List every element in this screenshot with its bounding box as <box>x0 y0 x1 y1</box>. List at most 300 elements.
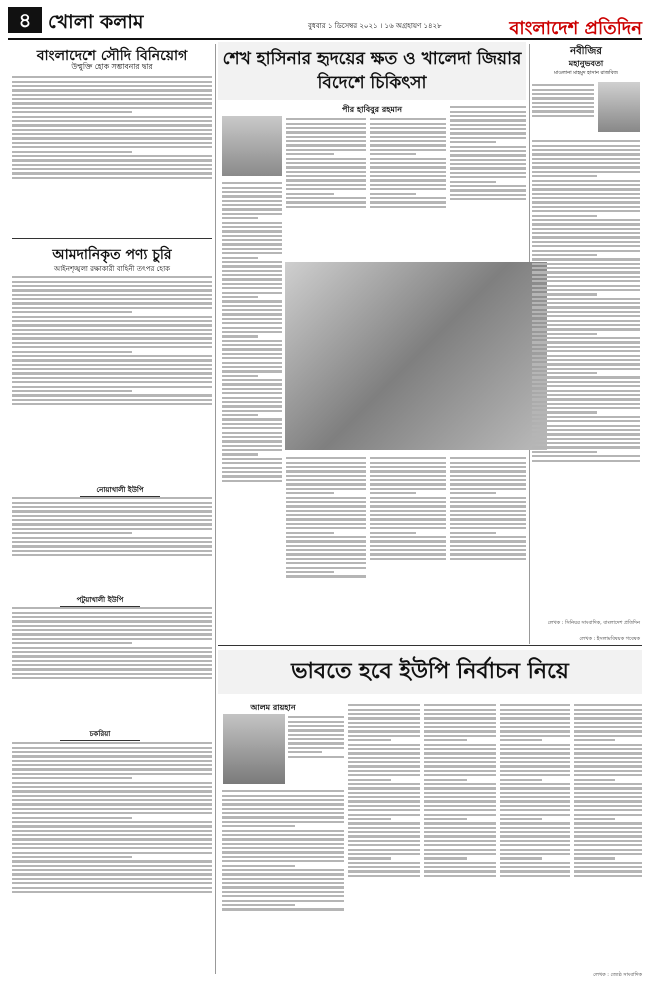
text-line <box>500 875 570 877</box>
text-line <box>532 97 594 99</box>
text-line <box>370 492 416 494</box>
text-line <box>532 263 640 265</box>
text-line <box>424 709 496 711</box>
right-subhead: মহানুভবতা <box>568 59 604 68</box>
text-line <box>12 111 132 113</box>
text-line <box>222 803 344 805</box>
text-line <box>532 250 640 252</box>
text-line <box>532 298 640 300</box>
text-line <box>370 123 446 125</box>
text-line <box>12 386 212 388</box>
text-line <box>222 392 282 394</box>
text-line <box>574 774 642 776</box>
text-line <box>222 379 282 381</box>
text-line <box>424 831 496 833</box>
text-line <box>450 536 526 538</box>
text-line <box>348 822 420 824</box>
text-line <box>532 429 640 431</box>
text-line <box>286 179 366 181</box>
text-line <box>450 514 526 516</box>
text-line <box>500 774 570 776</box>
text-line <box>450 172 526 174</box>
upi-body-text <box>574 702 642 968</box>
text-line <box>532 289 640 291</box>
text-line <box>286 127 366 129</box>
text-line <box>450 523 526 525</box>
text-line <box>450 154 526 156</box>
text-line <box>12 616 212 618</box>
text-line <box>424 796 496 798</box>
text-line <box>12 351 132 353</box>
text-line <box>424 844 496 846</box>
upi-body-text <box>222 788 344 974</box>
text-line <box>286 149 366 151</box>
text-line <box>532 223 640 225</box>
text-line <box>286 166 366 168</box>
text-line <box>500 735 570 737</box>
saudi-headline: বাংলাদেশে সৌদি বিনিয়োগ <box>36 48 188 64</box>
text-line <box>574 814 642 816</box>
text-line <box>222 843 344 845</box>
text-line <box>286 505 366 507</box>
text-line <box>532 197 640 199</box>
text-line <box>286 532 334 534</box>
text-line <box>222 344 282 346</box>
text-line <box>12 172 212 174</box>
text-line <box>12 523 212 525</box>
text-line <box>424 853 496 855</box>
text-line <box>532 232 640 234</box>
text-line <box>286 188 366 190</box>
text-line <box>222 366 282 368</box>
text-line <box>222 270 282 272</box>
text-line <box>222 287 282 289</box>
text-line <box>286 518 366 520</box>
text-line <box>574 779 615 781</box>
section-title: খোলা কলাম <box>48 11 144 33</box>
text-line <box>532 193 640 195</box>
text-line <box>424 822 496 824</box>
text-line <box>222 856 344 858</box>
text-line <box>286 197 366 199</box>
text-line <box>288 716 344 718</box>
text-line <box>12 856 132 858</box>
text-line <box>222 860 344 862</box>
text-line <box>450 505 526 507</box>
text-line <box>288 756 344 758</box>
text-line <box>532 420 640 422</box>
text-line <box>12 285 212 287</box>
text-line <box>12 346 212 348</box>
text-line <box>12 673 212 675</box>
text-line <box>286 462 366 464</box>
text-line <box>12 751 212 753</box>
text-line <box>12 394 212 396</box>
text-line <box>288 725 344 727</box>
text-line <box>370 188 446 190</box>
text-line <box>424 805 496 807</box>
text-line <box>12 506 212 508</box>
text-line <box>532 188 640 190</box>
text-line <box>12 81 212 83</box>
text-line <box>348 739 391 741</box>
text-line <box>532 355 640 357</box>
text-line <box>12 668 212 670</box>
text-line <box>532 149 640 151</box>
right-body-text <box>532 82 594 136</box>
text-line <box>500 818 542 820</box>
text-line <box>370 193 416 195</box>
text-line <box>12 865 212 867</box>
text-line <box>12 812 212 814</box>
text-line <box>12 142 212 144</box>
text-line <box>12 342 212 344</box>
text-line <box>12 817 132 819</box>
text-line <box>370 501 446 503</box>
text-line <box>286 175 366 177</box>
text-line <box>424 783 496 785</box>
text-line <box>500 853 570 855</box>
text-line <box>574 722 642 724</box>
text-line <box>370 197 446 199</box>
text-line <box>532 403 640 405</box>
text-line <box>532 210 640 212</box>
text-line <box>370 483 446 485</box>
text-line <box>286 497 366 499</box>
text-line <box>348 770 420 772</box>
text-line <box>286 510 366 512</box>
text-line <box>574 875 642 877</box>
text-line <box>450 479 526 481</box>
text-line <box>286 158 366 160</box>
text-line <box>424 739 467 741</box>
text-line <box>450 540 526 542</box>
text-line <box>12 878 212 880</box>
text-line <box>288 751 322 753</box>
noakhali-subhead: নোয়াখালী ইউপি <box>80 484 160 497</box>
text-line <box>424 713 496 715</box>
text-line <box>532 110 594 112</box>
text-line <box>532 438 640 440</box>
text-line <box>222 340 282 342</box>
text-line <box>370 118 446 120</box>
text-line <box>222 274 282 276</box>
column-rule <box>215 44 216 974</box>
text-line <box>500 870 570 872</box>
text-line <box>12 782 212 784</box>
text-line <box>424 862 496 864</box>
text-line <box>424 840 496 842</box>
text-line <box>574 770 642 772</box>
text-line <box>222 414 258 416</box>
text-line <box>370 532 416 534</box>
text-line <box>532 306 640 308</box>
text-line <box>222 230 282 232</box>
text-line <box>222 370 282 372</box>
text-line <box>500 849 570 851</box>
text-line <box>574 752 642 754</box>
text-line <box>12 120 212 122</box>
text-line <box>574 739 615 741</box>
text-line <box>450 176 526 178</box>
main-body-text <box>286 455 366 640</box>
text-line <box>286 492 334 494</box>
text-line <box>370 523 446 525</box>
text-line <box>348 744 420 746</box>
text-line <box>222 204 282 206</box>
text-line <box>500 709 570 711</box>
text-line <box>574 792 642 794</box>
text-line <box>12 155 212 157</box>
text-line <box>574 840 642 842</box>
text-line <box>12 164 212 166</box>
text-line <box>348 814 420 816</box>
text-line <box>450 185 526 187</box>
text-line <box>12 324 212 326</box>
text-line <box>500 783 570 785</box>
text-line <box>450 475 526 477</box>
text-line <box>348 713 420 715</box>
text-line <box>370 466 446 468</box>
text-line <box>12 647 212 649</box>
text-line <box>348 752 420 754</box>
text-line <box>12 843 212 845</box>
text-line <box>574 726 642 728</box>
text-line <box>532 411 597 413</box>
text-line <box>12 497 212 499</box>
text-line <box>450 558 526 560</box>
text-line <box>370 527 446 529</box>
text-line <box>286 562 366 564</box>
text-line <box>450 181 496 183</box>
text-line <box>12 320 212 322</box>
text-line <box>222 453 258 455</box>
text-line <box>286 206 366 208</box>
text-line <box>424 752 496 754</box>
text-line <box>222 401 282 403</box>
text-line <box>348 792 420 794</box>
text-line <box>222 331 282 333</box>
text-line <box>222 239 282 241</box>
upi-body-text <box>348 702 420 972</box>
text-line <box>574 866 642 868</box>
text-line <box>286 523 366 525</box>
text-line <box>370 175 446 177</box>
text-line <box>286 162 366 164</box>
text-line <box>370 462 446 464</box>
text-line <box>532 350 640 352</box>
text-line <box>500 730 570 732</box>
text-line <box>348 726 420 728</box>
text-line <box>222 322 282 324</box>
text-line <box>370 540 446 542</box>
text-line <box>450 510 526 512</box>
text-line <box>532 293 597 295</box>
text-line <box>424 726 496 728</box>
text-line <box>222 440 282 442</box>
text-line <box>12 124 212 126</box>
text-line <box>288 721 344 723</box>
text-line <box>424 827 496 829</box>
text-line <box>450 549 526 551</box>
text-line <box>424 814 496 816</box>
text-line <box>370 149 446 151</box>
text-line <box>370 140 446 142</box>
text-line <box>222 830 344 832</box>
text-line <box>370 518 446 520</box>
text-line <box>12 795 212 797</box>
text-line <box>500 717 570 719</box>
text-line <box>424 774 496 776</box>
text-line <box>222 362 282 364</box>
text-line <box>424 787 496 789</box>
text-line <box>348 735 420 737</box>
text-line <box>12 276 212 278</box>
text-line <box>286 540 366 542</box>
text-line <box>532 140 640 142</box>
page-header <box>8 4 642 40</box>
text-line <box>574 730 642 732</box>
text-line <box>12 359 212 361</box>
text-line <box>450 466 526 468</box>
text-line <box>12 107 212 109</box>
text-line <box>532 162 640 164</box>
text-line <box>370 549 446 551</box>
text-line <box>12 98 212 100</box>
chakaria-body-text <box>12 740 212 974</box>
main-author-caption: লেখক : সিনিয়র সাংবাদিক, বাংলাদেশ প্রতিদিন <box>547 620 640 626</box>
text-line <box>12 860 212 862</box>
text-line <box>532 166 640 168</box>
text-line <box>424 809 496 811</box>
text-line <box>424 875 496 877</box>
right-author: মাওলানা মাহমুদ হাসান রাজবিজ <box>554 70 618 76</box>
text-line <box>348 787 420 789</box>
text-line <box>348 796 420 798</box>
text-line <box>532 394 640 396</box>
text-line <box>12 629 212 631</box>
right-author-caption: লেখক : ইসলামবিষয়ক গবেষক <box>579 636 640 642</box>
text-line <box>500 831 570 833</box>
text-line <box>12 177 212 179</box>
text-line <box>424 818 467 820</box>
text-line <box>532 145 640 147</box>
text-line <box>286 171 366 173</box>
text-line <box>222 292 282 294</box>
text-line <box>12 651 212 653</box>
text-line <box>450 518 526 520</box>
text-line <box>222 432 282 434</box>
text-line <box>574 818 615 820</box>
text-line <box>288 742 344 744</box>
text-line <box>574 853 642 855</box>
text-line <box>500 748 570 750</box>
text-line <box>532 368 640 370</box>
text-line <box>370 179 446 181</box>
text-line <box>370 479 446 481</box>
text-line <box>450 159 526 161</box>
text-line <box>12 825 212 827</box>
text-line <box>286 501 366 503</box>
text-line <box>500 787 570 789</box>
upi-headline: ভাবতে হবে ইউপি নির্বাচন নিয়ে <box>218 650 642 694</box>
text-line <box>348 774 420 776</box>
text-line <box>348 748 420 750</box>
text-line <box>532 285 640 287</box>
text-line <box>532 280 640 282</box>
text-line <box>286 123 366 125</box>
text-line <box>12 873 212 875</box>
text-line <box>12 786 212 788</box>
text-line <box>574 765 642 767</box>
text-line <box>500 844 570 846</box>
text-line <box>222 405 282 407</box>
text-line <box>574 713 642 715</box>
text-line <box>348 783 420 785</box>
text-line <box>450 137 526 139</box>
text-line <box>500 857 542 859</box>
text-line <box>370 475 446 477</box>
text-line <box>12 311 132 313</box>
text-line <box>222 471 282 473</box>
text-line <box>222 799 344 801</box>
text-line <box>500 761 570 763</box>
text-line <box>12 537 212 539</box>
text-line <box>286 118 366 120</box>
text-line <box>286 144 366 146</box>
text-line <box>286 457 366 459</box>
text-line <box>12 510 212 512</box>
saudi-body-text <box>12 74 212 234</box>
text-line <box>222 191 282 193</box>
text-line <box>222 851 344 853</box>
text-line <box>574 704 642 706</box>
text-line <box>574 796 642 798</box>
text-line <box>532 451 597 453</box>
text-line <box>450 470 526 472</box>
text-line <box>450 457 526 459</box>
text-line <box>348 870 420 872</box>
text-line <box>12 768 212 770</box>
text-line <box>286 193 334 195</box>
text-line <box>348 757 420 759</box>
text-line <box>424 857 467 859</box>
text-line <box>12 302 212 304</box>
text-line <box>424 800 496 802</box>
text-line <box>12 307 212 309</box>
text-line <box>12 545 212 547</box>
text-line <box>12 519 212 521</box>
text-line <box>222 445 282 447</box>
text-line <box>286 514 366 516</box>
text-line <box>12 625 212 627</box>
text-line <box>574 822 642 824</box>
text-line <box>12 677 212 679</box>
text-line <box>12 94 212 96</box>
text-line <box>532 106 594 108</box>
text-line <box>450 189 526 191</box>
divider <box>12 238 212 239</box>
text-line <box>370 488 446 490</box>
text-line <box>12 129 212 131</box>
text-line <box>286 201 366 203</box>
text-line <box>348 844 420 846</box>
text-line <box>532 84 594 86</box>
text-line <box>532 328 640 330</box>
text-line <box>222 257 258 259</box>
text-line <box>450 483 526 485</box>
text-line <box>222 882 344 884</box>
